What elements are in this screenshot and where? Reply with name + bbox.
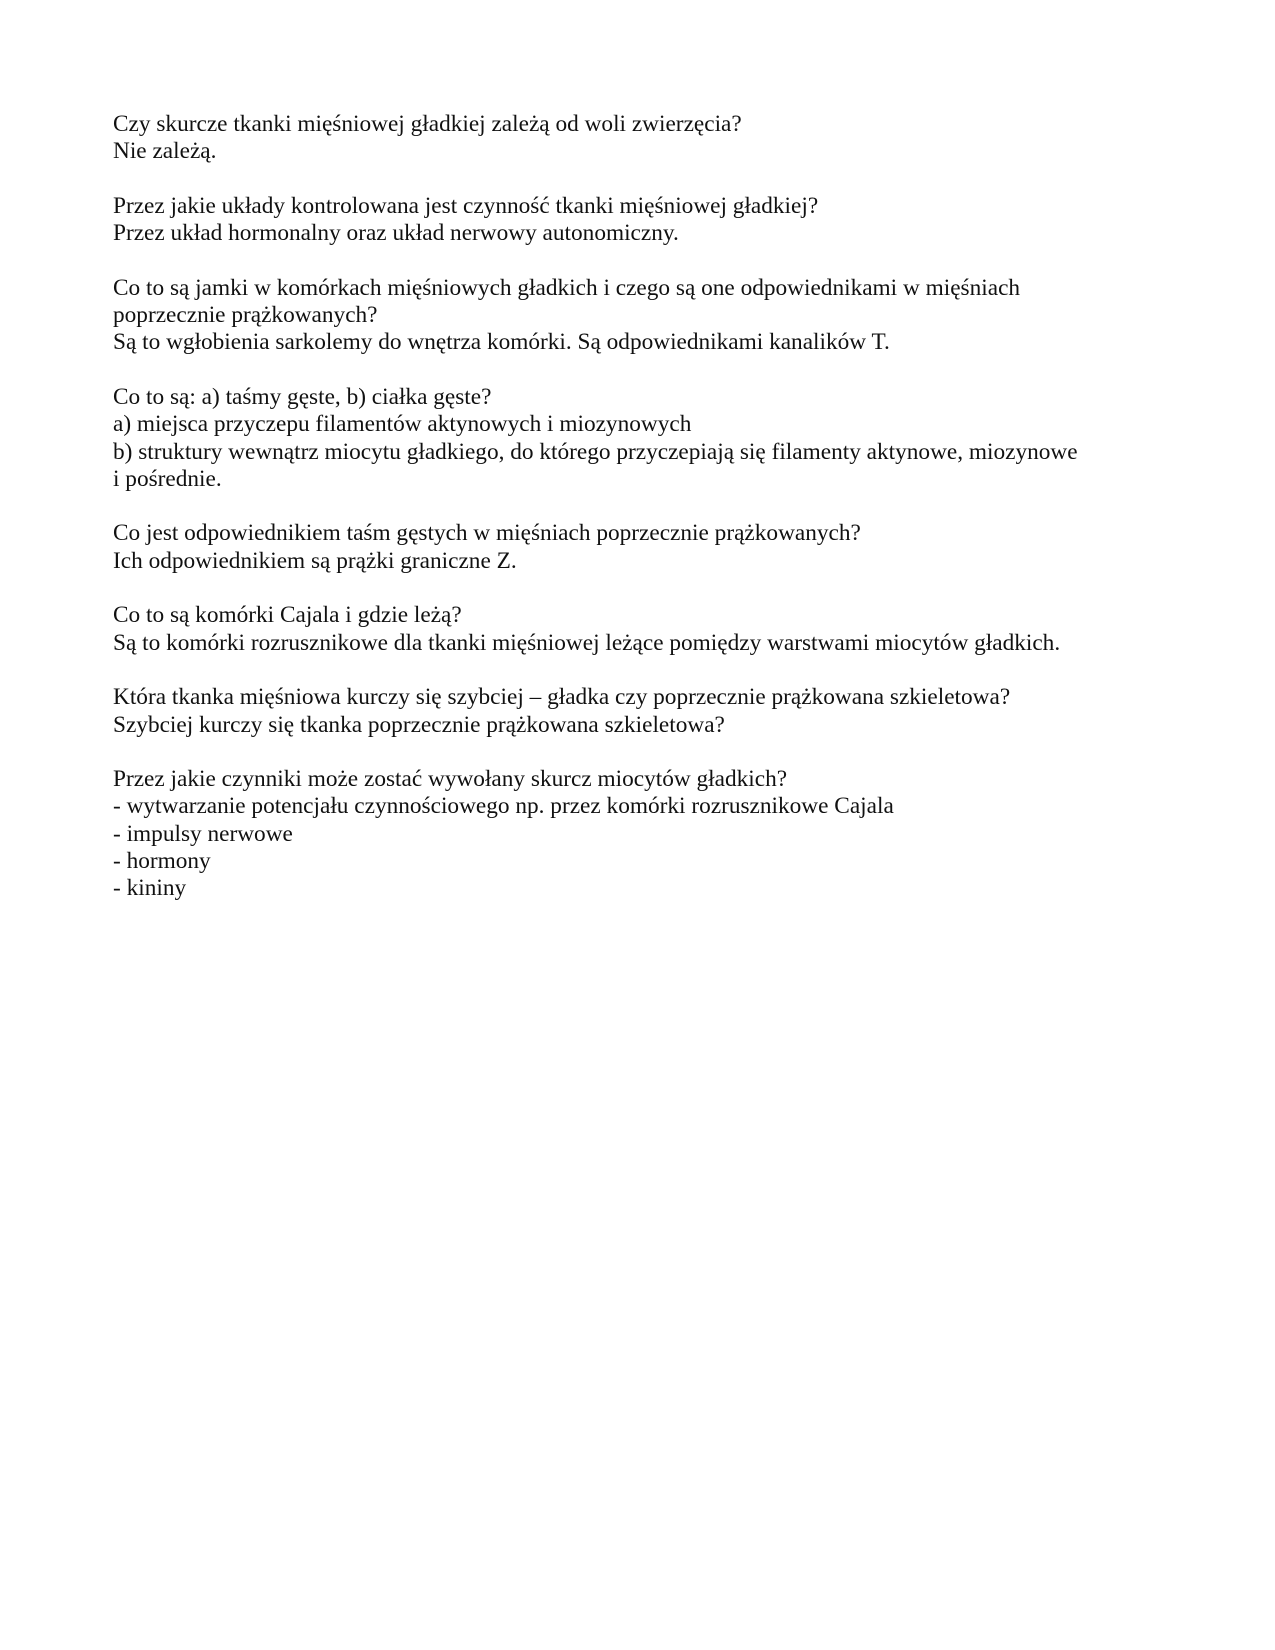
- answer-line: - impulsy nerwowe: [113, 820, 293, 847]
- question-line: Co to są komórki Cajala i gdzie leżą?: [113, 602, 462, 629]
- document-page: [113, 111, 1173, 930]
- qa-paragraph: [113, 111, 1173, 166]
- question-line: Przez jakie układy kontrolowana jest czynność tkanki mięśniowej gładkiej?: [113, 192, 819, 219]
- qa-paragraph: [113, 684, 1173, 739]
- question-line: Która tkanka mięśniowa kurczy się szybciej – gładka czy poprzecznie prążkowana szkieletowa?: [113, 684, 1011, 711]
- answer-line: Nie zależą.: [113, 138, 217, 165]
- answer-line: i pośrednie.: [113, 465, 222, 492]
- question-line: Czy skurcze tkanki mięśniowej gładkiej zależą od woli zwierzęcia?: [113, 111, 742, 137]
- qa-paragraph: [113, 766, 1173, 902]
- question-line: Co to są: a) taśmy gęste, b) ciałka gęste?: [113, 383, 492, 410]
- question-line: Przez jakie czynniki może zostać wywołany skurcz miocytów gładkich?: [113, 766, 788, 793]
- answer-line: b) struktury wewnątrz miocytu gładkiego, do którego przyczepiają się filamenty aktynowe, miozynowe: [113, 438, 1078, 465]
- answer-line: poprzecznie prążkowanych?: [113, 302, 378, 329]
- answer-line: - hormony: [113, 848, 211, 875]
- qa-paragraph: [113, 520, 1173, 575]
- answer-line: a) miejsca przyczepu filamentów aktynowych i miozynowych: [113, 411, 692, 438]
- qa-paragraph: [113, 193, 1173, 248]
- qa-paragraph: [113, 384, 1173, 493]
- qa-paragraph: [113, 602, 1173, 657]
- answer-line: - kininy: [113, 875, 187, 902]
- answer-line: Ich odpowiednikiem są prążki graniczne Z.: [113, 547, 517, 574]
- question-line: Co jest odpowiednikiem taśm gęstych w mięśniach poprzecznie prążkowanych?: [113, 520, 861, 547]
- answer-line: Są to wgłobienia sarkolemy do wnętrza komórki. Są odpowiednikami kanalików T.: [113, 329, 890, 356]
- answer-line: Szybciej kurczy się tkanka poprzecznie prążkowana szkieletowa?: [113, 711, 725, 738]
- qa-paragraph: [113, 275, 1173, 357]
- answer-line: Są to komórki rozrusznikowe dla tkanki mięśniowej leżące pomiędzy warstwami miocytów gładkich.: [113, 629, 1061, 656]
- answer-line: - wytwarzanie potencjału czynnościowego np. przez komórki rozrusznikowe Cajala: [113, 793, 894, 820]
- question-line: Co to są jamki w komórkach mięśniowych gładkich i czego są one odpowiednikami w mięśniach: [113, 274, 1021, 301]
- answer-line: Przez układ hormonalny oraz układ nerwowy autonomiczny.: [113, 220, 679, 247]
